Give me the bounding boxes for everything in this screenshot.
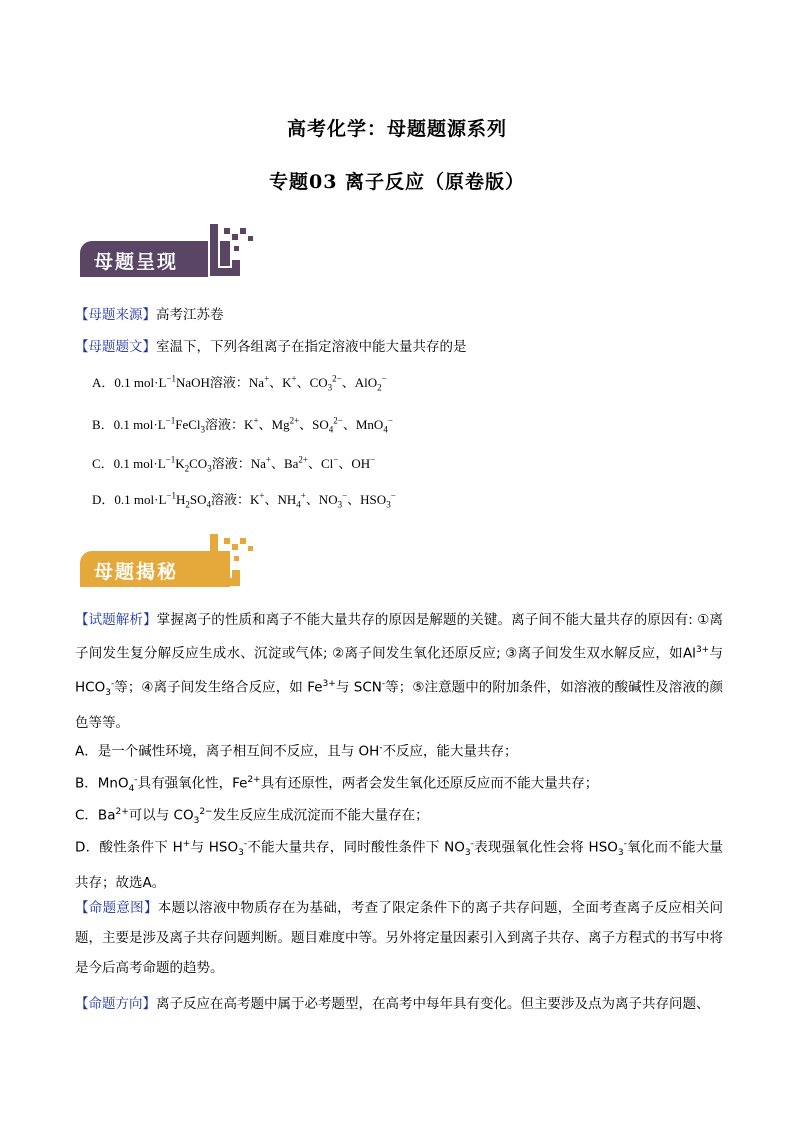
analysis-paragraph: 【试题解析】掌握离子的性质和离子不能大量共存的原因是解题的关键。离子间不能大量共存的原因有: ①离子间发生复分解反应生成水、沉淀或气体; ②离子间发生氧化还原反应; ③离子间发生双水解反应，如$Al^{3+}$与$HCO_3^-$等；④离子间发生络合反应，如 $Fe^{3+}$与 SCN-等；⑤注意题中的附加条件，如溶液的酸碱性及溶液的颜色等等。 <box>75 612 723 731</box>
source-line <box>75 303 224 323</box>
section-banner-analysis <box>80 532 266 592</box>
option-a: A．0.1 $mol\cdot L^{-1}NaOH$溶液：Na+、K+、$CO_3^{2-}$、AlO$_2$− <box>92 373 387 393</box>
analysis-option-c: C．$Ba^{2+}$可以与 $CO_3^{2-}$发生反应生成沉淀而不能大量存在； <box>75 807 429 827</box>
section-banner-presentation <box>80 222 266 282</box>
option-b: B．0.1 $mol\cdot L^{-1}FeCl_3$溶液：K+、$Mg^{2+}$、$SO_4^{2-}$、MnO$_4$− <box>92 415 393 435</box>
source-value: 高考江苏卷 <box>156 307 224 323</box>
question-label: 【母题题文】 <box>75 339 156 355</box>
banner-label: 母题呈现 <box>94 251 179 273</box>
analysis-option-a: A．是一个碱性环境，离子相互间不反应，且与 OH-不反应，能大量共存； <box>75 743 518 760</box>
question-line <box>75 335 467 355</box>
banner-decoration-icon <box>206 532 266 588</box>
question-text: 室温下，下列各组离子在指定溶液中能大量共存的是 <box>156 339 467 355</box>
direction-paragraph: 【命题方向】离子反应在高考题中属于必考题型，在高考中每年具有变化。但主要涉及点为离子共存问题、 <box>75 996 710 1012</box>
source-label: 【母题来源】 <box>75 307 156 323</box>
page-subtitle: 专题03 离子反应（原卷版） <box>268 171 526 193</box>
option-d: D．0.1 $mol\cdot L^{-1}H_2SO_4$溶液：K+、$NH_4^+$、$NO_3^-$、$HSO_3^-$ <box>92 490 396 510</box>
analysis-option-d: D．酸性条件下 H+与 $HSO_3^-$不能大量共存，同时酸性条件下 $NO_3^-$表现强氧化性会将 $HSO_3^-$氧化而不能大量共存；故选A。 <box>75 839 724 892</box>
analysis-option-b: B．MnO$_4$-具有强氧化性，$Fe^{2+}$具有还原性，两者会发生氧化还原反应而不能大量共存； <box>75 775 599 795</box>
banner-decoration-icon <box>206 222 266 278</box>
option-c: C．0.1 $mol\cdot L^{-1}K_2CO_3$溶液：Na+、$Ba^{2+}$、Cl−、OH− <box>92 454 376 474</box>
page-title: 高考化学：母题题源系列 <box>286 118 507 140</box>
intent-paragraph: 【命题意图】本题以溶液中物质存在为基础，考查了限定条件下的离子共存问题，全面考查离子反应相关问题，主要是涉及离子共存问题判断。题目难度中等。另外将定量因素引入到离子共存、离子方程式的书写中将是今后高考命题的趋势。 <box>75 900 724 976</box>
banner-label: 母题揭秘 <box>94 561 179 583</box>
